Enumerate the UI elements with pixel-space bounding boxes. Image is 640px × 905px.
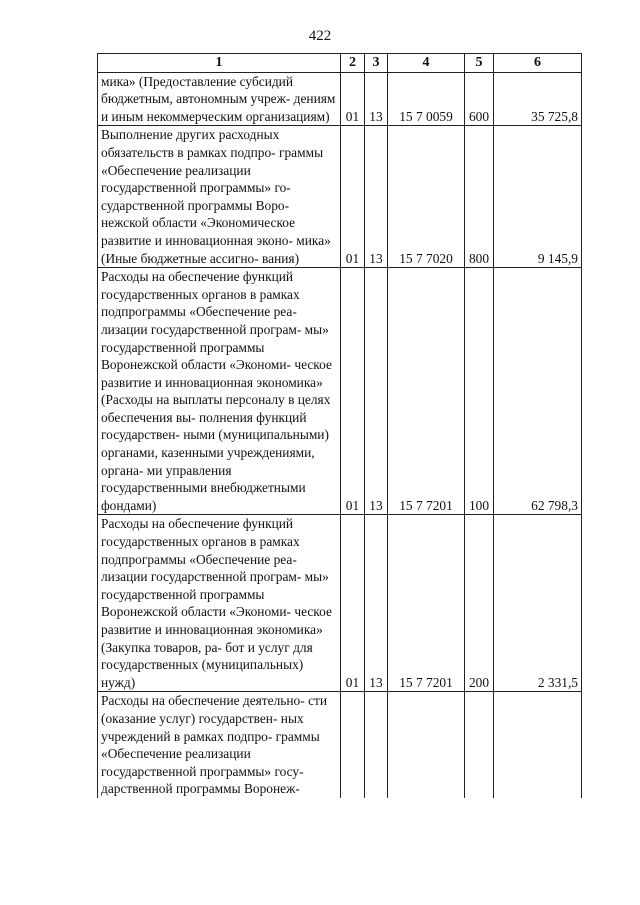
row-amount: 9 145,9 (494, 126, 582, 268)
row-expense-type-code: 600 (465, 72, 494, 126)
column-header-1: 1 (98, 54, 341, 73)
row-section-code: 01 (341, 126, 365, 268)
column-header-4: 4 (388, 54, 465, 73)
row-section-code (341, 692, 365, 798)
column-header-6: 6 (494, 54, 582, 73)
row-amount: 62 798,3 (494, 268, 582, 515)
row-target-article-code: 15 7 0059 (388, 72, 465, 126)
row-description: Расходы на обеспечение функций государственных органов в рамках подпрограммы «Обеспечение реа- лизации государственной програм- мы» государственной программы Воронежской области «Экономи- ческое развитие и инновационная экономика» (Расходы на выплаты персоналу в целях обеспечения вы- полнения функций государствен- ными (муниципальными) органами, казенными учреждениями, органа- ми управления государственными внебюджетными фондами) (98, 268, 341, 515)
row-section-code: 01 (341, 268, 365, 515)
table-row (98, 692, 582, 798)
row-subsection-code: 13 (365, 515, 388, 692)
row-subsection-code: 13 (365, 126, 388, 268)
row-description: Расходы на обеспечение функций государственных органов в рамках подпрограммы «Обеспечение реа- лизации государственной програм- мы» государственной программы Воронежской области «Экономи- ческое развитие и инновационная экономика» (Закупка товаров, ра- бот и услуг для государственных (муниципальных) нужд) (98, 515, 341, 692)
table-row (98, 268, 582, 515)
row-amount: 2 331,5 (494, 515, 582, 692)
table-row (98, 515, 582, 692)
budget-table (97, 53, 582, 798)
page-number: 422 (308, 28, 332, 44)
row-amount: 35 725,8 (494, 72, 582, 126)
row-expense-type-code: 200 (465, 515, 494, 692)
row-expense-type-code (465, 692, 494, 798)
row-expense-type-code: 100 (465, 268, 494, 515)
row-target-article-code (388, 692, 465, 798)
table-row (98, 126, 582, 268)
row-description: Выполнение других расходных обязательств в рамках подпро- граммы «Обеспечение реализации государственной программы» го- сударственной программы Воро- нежской области «Экономическое развитие и инновационная эконо- мика» (Иные бюджетные ассигно- вания) (98, 126, 341, 268)
row-section-code: 01 (341, 72, 365, 126)
row-description: Расходы на обеспечение деятельно- сти (оказание услуг) государствен- ных учреждений в рамках подпро- граммы «Обеспечение реализации государственной программы» госу- дарственной программы Воронеж- (98, 692, 341, 798)
row-description: мика» (Предоставление субсидий бюджетным, автономным учреж- дениям и иным некоммерческим организациям) (98, 72, 341, 126)
row-expense-type-code: 800 (465, 126, 494, 268)
column-header-3: 3 (365, 54, 388, 73)
row-subsection-code (365, 692, 388, 798)
row-target-article-code: 15 7 7020 (388, 126, 465, 268)
table-row (98, 72, 582, 126)
column-header-5: 5 (465, 54, 494, 73)
table-header-row (98, 54, 582, 73)
row-amount (494, 692, 582, 798)
row-subsection-code: 13 (365, 268, 388, 515)
row-target-article-code: 15 7 7201 (388, 515, 465, 692)
row-section-code: 01 (341, 515, 365, 692)
row-subsection-code: 13 (365, 72, 388, 126)
column-header-2: 2 (341, 54, 365, 73)
row-target-article-code: 15 7 7201 (388, 268, 465, 515)
